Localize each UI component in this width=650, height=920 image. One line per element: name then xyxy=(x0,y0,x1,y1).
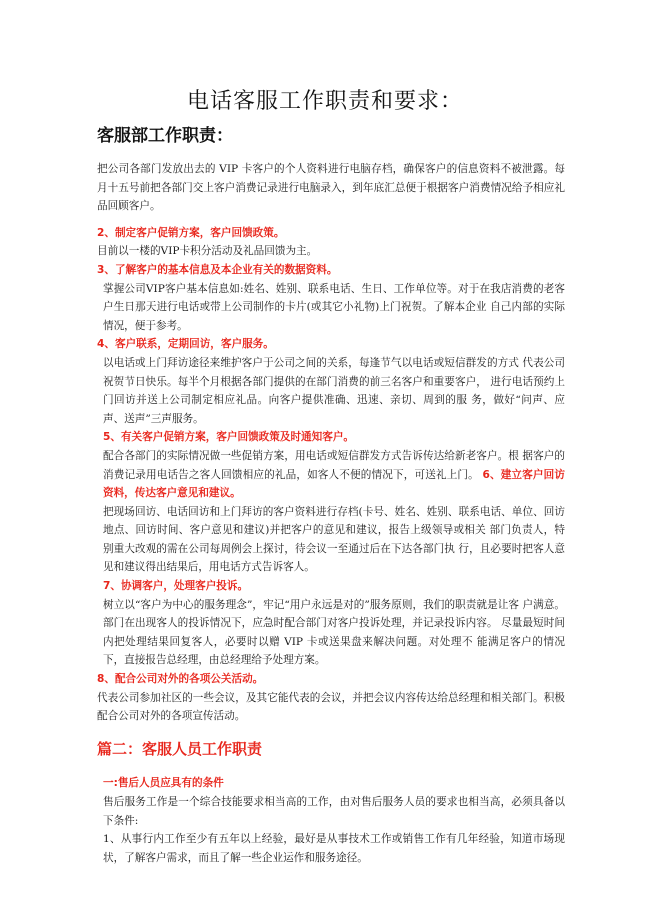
heading-7: 7、协调客户，处理客户投诉。 xyxy=(103,580,249,593)
section-2-paragraph-1: 售后服务工作是一个综合技能要求相当高的工作，由对售后服务人员的要求也相当高，必须具备以下条件: xyxy=(103,796,565,827)
heading-8: 8、配合公司对外的各项公关活动。 xyxy=(97,673,264,686)
heading-6: 6、建立客户回访资料，传达客户意见和建议。 xyxy=(103,468,565,500)
heading-5: 5、有关客户促销方案，客户回馈政策及时通知客户。 xyxy=(103,431,355,444)
document-title: 电话客服工作职责和要求： xyxy=(186,89,463,114)
paragraph-5 xyxy=(97,447,565,503)
paragraph-8: 代表公司参加社区的一些会议，及其它能代表的会议，并把会议内容传达给总经理和相关部门。积极配合公司对外的各项宣传活动。 xyxy=(97,691,565,723)
paragraph-6: 把现场回访、电话回访和上门拜访的客户资料进行存档(卡号、姓名、姓别、联系电话、单位、回访地点、回访时间、客户意见和建议)并把客户的意见和建议，报告上级领导或相关 部门负责人，特别重大改观的需在公司每周例会上探讨，待会议一至通过后在下达各部门执 行，且必要时把客人意见和建议得出结果后，用电话方式告诉客人。 xyxy=(103,505,565,574)
section-heading: 客服部工作职责： xyxy=(97,126,233,146)
paragraph-4: 以电话或上门拜访途径来维护客户于公司之间的关系，每逢节气以电话或短信群发的方式 代表公司祝贺节日快乐。每半个月根据各部门提供的在部门消费的前三名客户和重要客户， 进行电话预约上门回访并送上公司制定相应礼品。向客户提供准确、迅速、亲切、周到的服 务，做好“问声、应声、送声”三声服务。 xyxy=(103,356,565,425)
heading-3: 3、了解客户的基本信息及本企业有关的数据资料。 xyxy=(97,263,338,276)
section-2-heading: 篇二：客服人员工作职责 xyxy=(97,739,263,758)
heading-4: 4、客户联系，定期回访，客户服务。 xyxy=(97,338,274,351)
paragraph-3: 掌握公司VIP客户基本信息如:姓名、姓别、联系电话、生日、工作单位等。对于在我店消费的老客户生日那天进行电话或带上公司制作的卡片(或其它小礼物)上门祝贺。了解本企业 自己内部的实际情况，便于参考。 xyxy=(103,282,565,332)
paragraph-2: 目前以一楼的VIP卡积分活动及礼品回馈为主。 xyxy=(97,245,318,258)
paragraph-1: 把公司各部门发放出去的 VIP 卡客户的个人资料进行电脑存档，确保客户的信息资料不被泄露。每月十五号前把各部门交上客户消费记录进行电脑录入，到年底汇总便于根据客户消费情况给予相应礼品回顾客户。 xyxy=(97,163,565,213)
section-2-paragraph-2: 1、从事行内工作至少有五年以上经验，最好是从事技术工作或销售工作有几年经验，知道市场现状，了解客户需求，而且了解一些企业运作和服务途径。 xyxy=(103,833,565,864)
document-body xyxy=(97,160,565,867)
section-2-subheading: 一:售后人员应具有的条件 xyxy=(103,777,224,790)
heading-2: 2、制定客户促销方案，客户回馈政策。 xyxy=(97,226,285,239)
paragraph-7: 树立以“客户为中心的服务理念”，牢记“用户永远是对的”服务原则，我们的职责就是让客 户满意。部门在出现客人的投诉情况下，应急时配合部门对客户投诉处理，并记录投诉内容。 尽量最短时间内把处理结果回复客人，必要时以赠 VIP 卡或送果盘来解决问题。对处理不 能满足客户的情况下，直接报告总经理，由总经理给予处理方案。 xyxy=(103,598,565,667)
paragraph-5-text: 配合各部门的实际情况做一些促销方案，用电话或短信群发方式告诉传达给新老客户。根 据客户的消费记录用电话告之客人回馈相应的礼品，如客人不便的情况下，可送礼上门。 xyxy=(103,449,565,481)
